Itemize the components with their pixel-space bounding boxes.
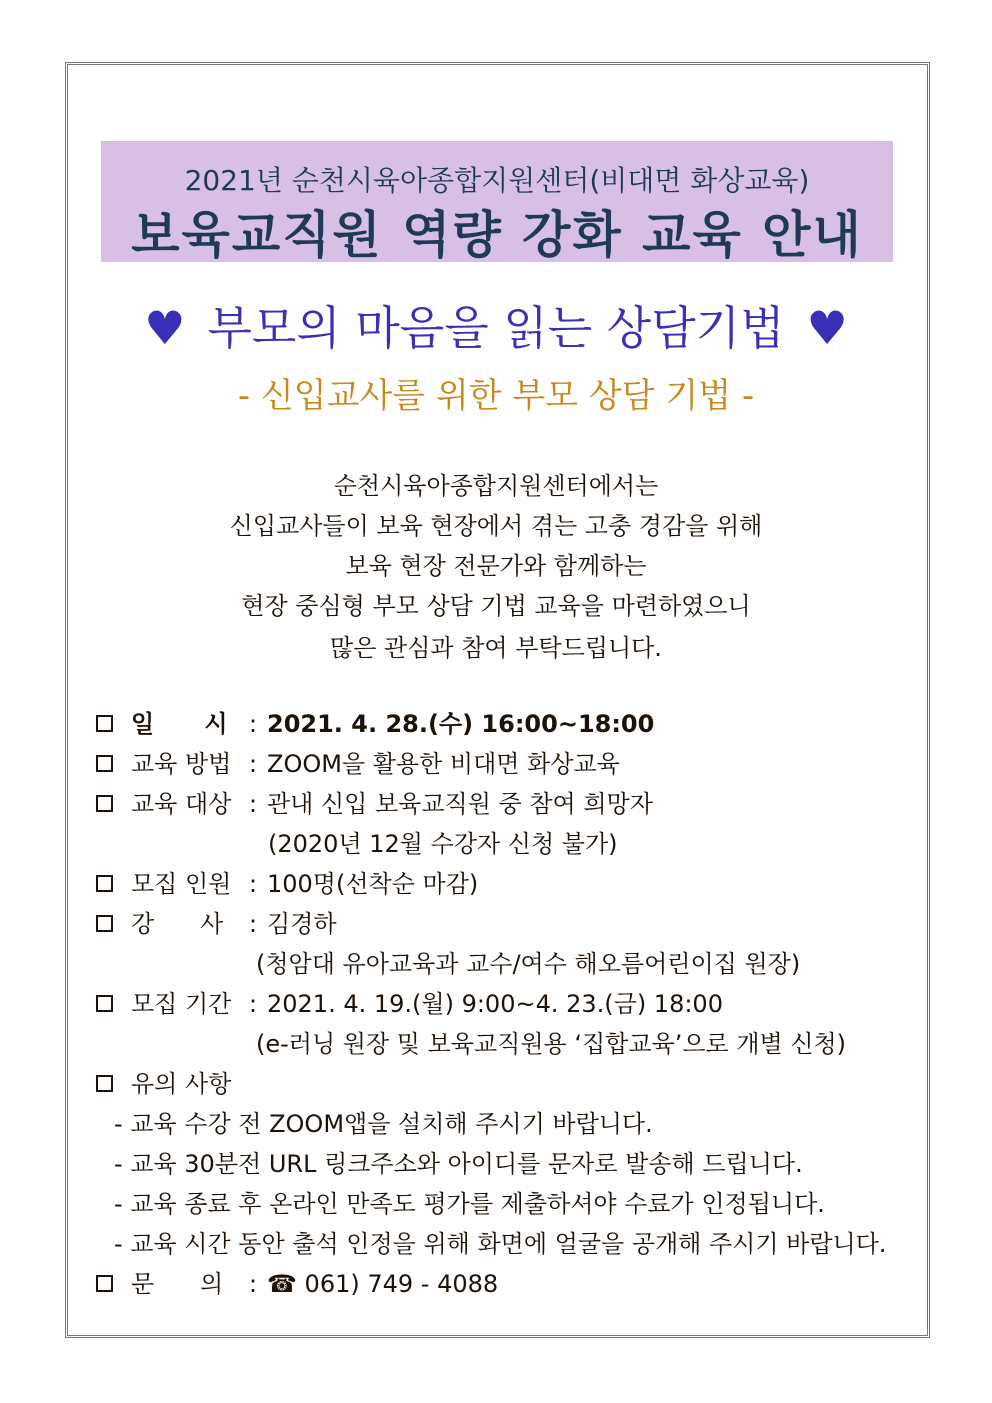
notice-item: - 교육 수강 전 ZOOM앱을 설치해 주시기 바랍니다. (114, 1110, 653, 1138)
detail-label: 모집 인원 (131, 870, 232, 898)
detail-instructor: 강 사 : 김경하 (96, 908, 337, 940)
checkbox-icon (96, 715, 113, 732)
detail-value: 2021. 4. 19.(월) 9:00~4. 23.(금) 18:00 (267, 990, 723, 1018)
detail-value: 100명(선착순 마감) (267, 870, 479, 898)
detail-label: 강 사 (131, 910, 224, 938)
detail-value: 관내 신입 보육교직원 중 참여 희망자 (267, 790, 653, 818)
banner-title: 보육교직원 역량 강화 교육 안내 (131, 206, 863, 264)
banner-subtitle: 2021년 순천시육아종합지원센터(비대면 화상교육) (184, 164, 810, 197)
detail-method: 교육 방법 : ZOOM을 활용한 비대면 화상교육 (96, 748, 620, 780)
checkbox-icon (96, 995, 113, 1012)
headline-text: 부모의 마음을 읽는 상담기법 (207, 301, 785, 355)
detail-period: 모집 기간 : 2021. 4. 19.(월) 9:00~4. 23.(금) 18:00 (96, 988, 723, 1020)
notice-item: - 교육 종료 후 온라인 만족도 평가를 제출하셔야 수료가 인정됩니다. (114, 1190, 825, 1218)
detail-value: 2021. 4. 28.(수) 16:00~18:00 (267, 710, 655, 738)
detail-label: 교육 방법 (131, 750, 232, 778)
intro-line: 신입교사들이 보육 현장에서 겪는 고충 경감을 위해 (229, 512, 763, 540)
notice-item: - 교육 시간 동안 출석 인정을 위해 화면에 얼굴을 공개해 주시기 바랍니다. (114, 1230, 887, 1258)
checkbox-icon (96, 915, 113, 932)
phone-icon: ☎ (267, 1270, 297, 1298)
intro-line: 많은 관심과 참여 부탁드립니다. (330, 634, 662, 662)
detail-note: (2020년 12월 수강자 신청 불가) (268, 830, 618, 858)
checkbox-icon (96, 795, 113, 812)
notice-item: - 교육 30분전 URL 링크주소와 아이디를 문자로 발송해 드립니다. (114, 1150, 803, 1178)
detail-date: 일 시 : 2021. 4. 28.(수) 16:00~18:00 (96, 708, 654, 740)
checkbox-icon (96, 755, 113, 772)
detail-notices (96, 1068, 231, 1100)
heart-icon: ♥ (806, 301, 848, 355)
heart-icon: ♥ (144, 301, 186, 355)
intro-line: 순천시육아종합지원센터에서는 (333, 472, 659, 500)
detail-label: 일 시 (131, 710, 228, 738)
detail-label: 유의 사항 (131, 1070, 232, 1098)
detail-value: 김경하 (267, 910, 337, 938)
title-banner (101, 141, 893, 262)
checkbox-icon (96, 1275, 113, 1292)
contact: 문 의 : ☎ 061) 749 - 4088 (96, 1268, 498, 1300)
detail-value: ZOOM을 활용한 비대면 화상교육 (267, 750, 620, 778)
subheadline: - 신입교사를 위한 부모 상담 기법 - (237, 376, 755, 416)
intro-line: 보육 현장 전문가와 함께하는 (345, 552, 647, 580)
intro-line: 현장 중심형 부모 상담 기법 교육을 마련하였으니 (241, 592, 751, 620)
detail-label: 모집 기간 (131, 990, 232, 1018)
detail-capacity: 모집 인원 : 100명(선착순 마감) (96, 868, 478, 900)
checkbox-icon (96, 1075, 113, 1092)
detail-target: 교육 대상 : 관내 신입 보육교직원 중 참여 희망자 (96, 788, 653, 820)
checkbox-icon (96, 875, 113, 892)
detail-note: (청암대 유아교육과 교수/여수 해오름어린이집 원장) (256, 950, 801, 978)
detail-label: 교육 대상 (131, 790, 232, 818)
phone-number: 061) 749 - 4088 (304, 1270, 499, 1298)
detail-note: (e-러닝 원장 및 보육교직원용 ‘집합교육’으로 개별 신청) (256, 1030, 847, 1058)
headline (0, 292, 992, 358)
detail-label: 문 의 (131, 1270, 224, 1298)
